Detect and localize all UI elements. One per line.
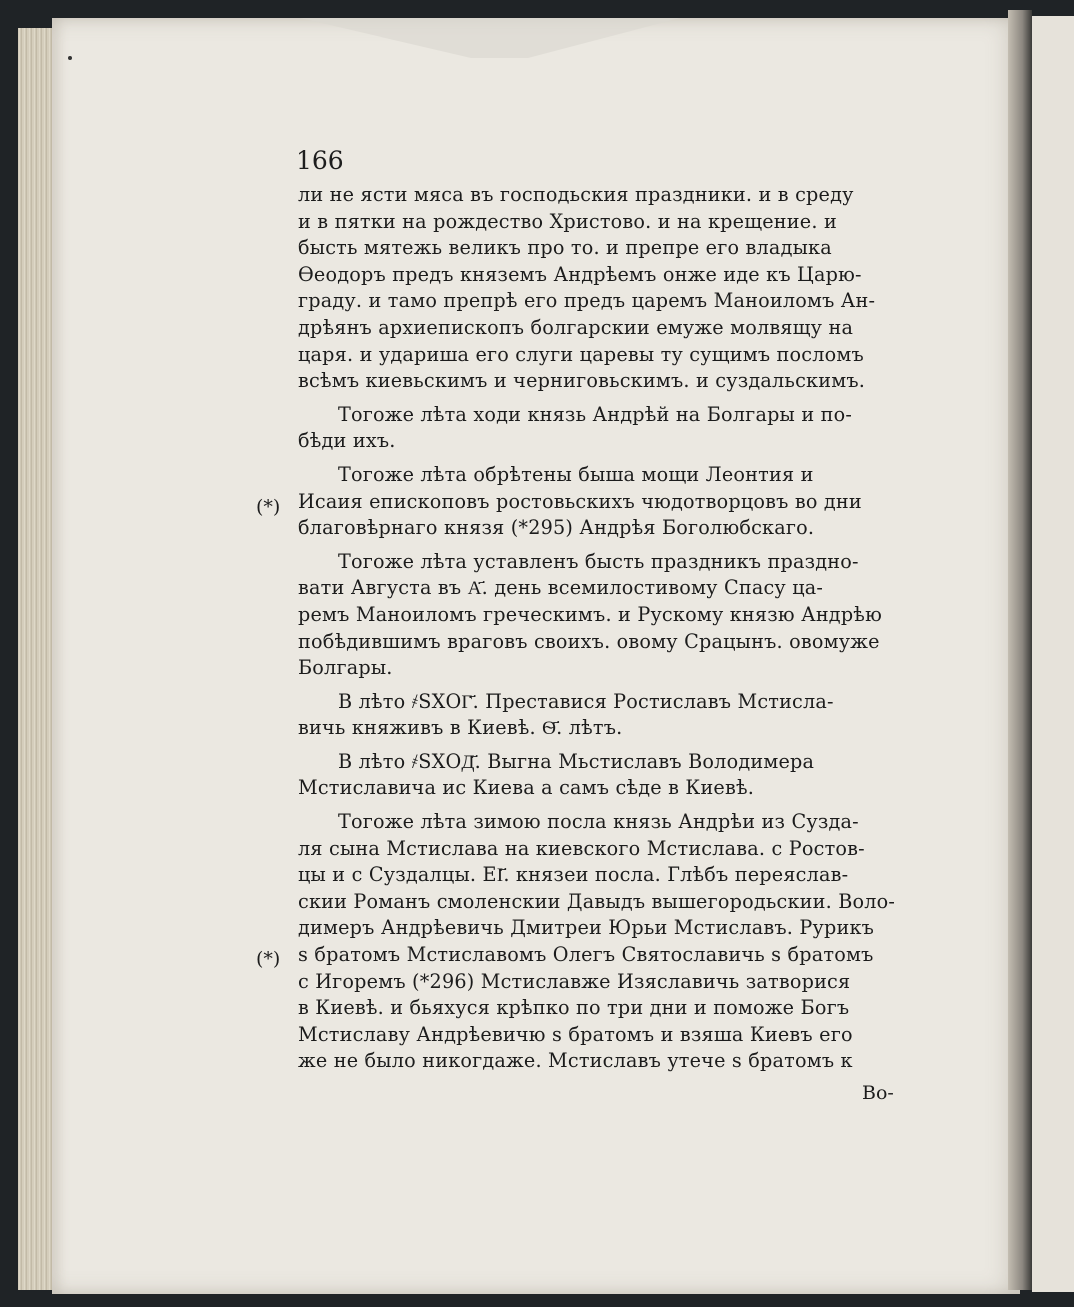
text-line: граду. и тамо препрѣ его предъ царемъ Маноиломъ Ан- bbox=[298, 289, 876, 313]
margin-note-asterisk: (*) bbox=[256, 948, 281, 970]
text-line: побѣдившимъ враговъ своихъ. овому Срацынъ. овомуже bbox=[298, 629, 880, 653]
text-line: с Игоремъ (*296) Мстиславже Изяславичь затворися bbox=[298, 969, 851, 993]
text-line: же не было никогдаже. Мстиславъ утече ѕ братомъ к bbox=[298, 1049, 853, 1073]
text-line: царя. и удариша его слуги царевы ту сущимъ посломъ bbox=[298, 342, 864, 366]
text-line: в Киевѣ. и бьяхуся крѣпко по три дни и поможе Богъ bbox=[298, 996, 850, 1020]
text-line: Тогоже лѣта уставленъ бысть праздникъ праздно- bbox=[338, 549, 859, 573]
text-line: Тогоже лѣта ходи князь Андрѣй на Болгары и по- bbox=[338, 402, 853, 426]
text-line: бѣди ихъ. bbox=[298, 429, 396, 453]
text-line: ли не ясти мяса въ господьския праздники. и в среду bbox=[298, 183, 854, 206]
text-line: вичь княживъ в Киевѣ. Ѳ҃. лѣтъ. bbox=[298, 716, 623, 740]
text-line: бысть мятежь великъ про то. и препре его владыка bbox=[298, 236, 832, 260]
margin-note-asterisk: (*) bbox=[256, 496, 281, 518]
text-line: Мстиславу Андрѣевичю ѕ братомъ и взяша Киевъ его bbox=[298, 1022, 853, 1046]
text-line: ля сына Мстислава на киевского Мстислава. с Ростов- bbox=[298, 836, 865, 860]
text-line: ремъ Маноиломъ греческимъ. и Рускому князю Андрѣю bbox=[298, 602, 882, 626]
body-text bbox=[298, 182, 896, 1075]
text-line: В лѣто ҂ЅХОД҃. Выгна Мьстиславъ Володимера bbox=[338, 749, 815, 773]
text-line: вати Августа въ А҃. день всемилостивому Спасу ца- bbox=[298, 576, 824, 600]
text-line: благовѣрнаго князя (*295) Андрѣя Боголюбскаго. bbox=[298, 516, 815, 540]
text-line: Мстиславича ис Киева а самъ сѣде в Киевѣ. bbox=[298, 776, 755, 800]
next-page-edge bbox=[1032, 16, 1074, 1292]
text-line: скии Романъ смоленскии Давыдъ вышегородьскии. Воло- bbox=[298, 889, 896, 913]
text-line: цы и с Суздалцы. ЕІ҃. князеи посла. Глѣбъ переяслав- bbox=[298, 863, 849, 887]
text-line: Исаия епископовъ ростовьскихъ чюдотворцовъ во дни bbox=[298, 489, 862, 513]
text-line: Болгары. bbox=[298, 656, 393, 680]
text-line: Тогоже лѣта обрѣтены быша мощи Леонтия и bbox=[338, 462, 814, 486]
text-line: ѕ братомъ Мстиславомъ Олегъ Святославичь ѕ братомъ bbox=[298, 943, 874, 967]
text-line: дрѣянъ архиепископъ болгарскии емуже молвящу на bbox=[298, 315, 854, 339]
text-line: Ѳеодоръ предъ княземъ Андрѣемъ онже иде къ Царю- bbox=[298, 262, 862, 286]
text-line: В лѣто ҂ЅХОГ҃. Преставися Ростиславъ Мстисла- bbox=[338, 689, 834, 713]
page-speck bbox=[68, 56, 72, 60]
book-gutter bbox=[1008, 10, 1032, 1290]
text-line: димеръ Андрѣевичь Дмитреи Юрьи Мстиславъ. Рурикъ bbox=[298, 916, 875, 940]
text-line: и в пятки на рождество Христово. и на крещение. и bbox=[298, 209, 837, 233]
text-line: Тогоже лѣта зимою посла князь Андрѣи из Сузда- bbox=[338, 810, 859, 834]
text-line: всѣмъ киевьскимъ и черниговьскимъ. и суздальскимъ. bbox=[298, 369, 866, 393]
catchword: Во- bbox=[862, 1082, 894, 1104]
page-number: 166 bbox=[296, 146, 344, 175]
